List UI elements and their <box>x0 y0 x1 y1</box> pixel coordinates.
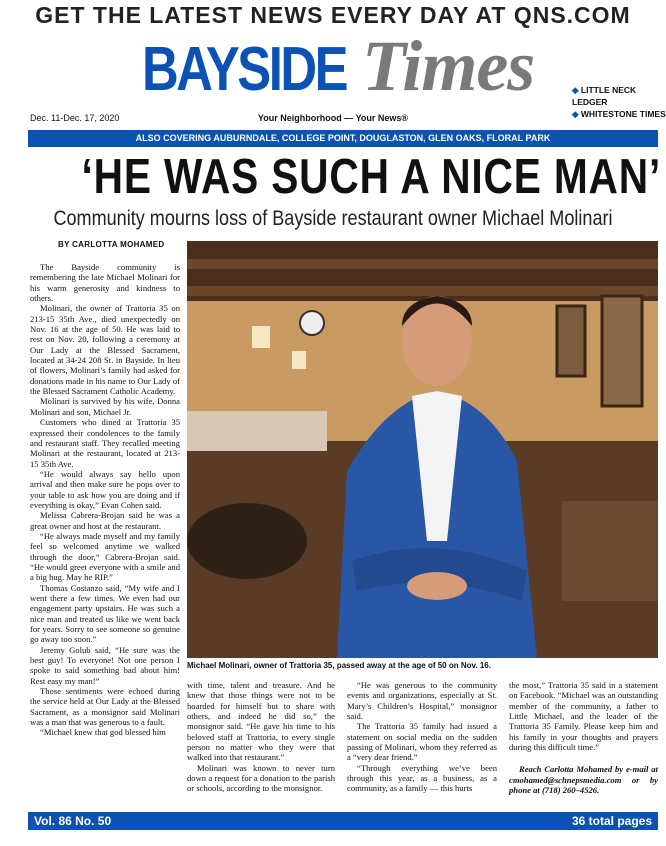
top-banner[interactable]: GET THE LATEST NEWS EVERY DAY AT QNS.COM <box>35 2 631 28</box>
paragraph: Those sentiments were echoed during the service held at Our Lady at the Blessed Sacrament, as a monsignor said Molinari was a man that was generous to a fault. <box>30 686 180 728</box>
logo-times: Times <box>362 26 535 106</box>
footer-bar <box>28 812 658 830</box>
sister-pub-item: ◆ WHITESTONE TIMES <box>572 109 666 119</box>
paragraph: with time, talent and treasure. And he knew that those things were not to be hoarded for himself but to share with others, and indeed he did so,” the monsignor said. “He gave his time to his beloved staff at Trattoria, to every single person no matter who they were that walked into that restaurant.” <box>187 680 335 763</box>
tagline: Your Neighborhood — Your News® <box>257 113 409 123</box>
byline: BY CARLOTTA MOHAMED <box>58 240 165 249</box>
issue-date: Dec. 11-Dec. 17, 2020 <box>30 113 120 123</box>
logo-bayside: BAYSIDE <box>142 35 347 104</box>
paragraph: “He was generous to the community events and organizations, especially at St. Mary’s Children’s Hospital,” monsignor said. <box>347 680 497 722</box>
paragraph: the most,” Trattoria 35 said in a statement on Facebook. “Michael was an outstanding member of the community, a father to Little Michael, and the leader of the Trattoria 35 Family. Please keep him and his family in your thoughts and prayers during this difficult time.” <box>509 680 658 753</box>
bullet-icon: ◆ <box>572 85 581 95</box>
paragraph: The Bayside community is remembering the late Michael Molinari for his warm generosity and kindness to others. <box>30 262 180 304</box>
article-column-2 <box>187 680 335 794</box>
paragraph: “Through everything we’ve been through this year, as a business, as a community, as a family — this hurts <box>347 762 497 794</box>
paragraph: Molinari, the owner of Trattoria 35 on 213-15 35th Ave., died unexpectedly on Nov. 16 at the age of 50. He was laid to rest on Nov. 20, following a ceremony at Our Lady at the Blessed Sacrament, located at 34-24 208 St. in Bayside. In lieu of flowers, Molinari’s family had asked for donations made in his name to Our Lady of the Blessed Sacrament Catholic Academy. <box>30 303 180 397</box>
subheadline: Community mourns loss of Bayside restaurant owner Michael Molinari <box>53 207 613 230</box>
paragraph: Molinari is survived by his wife, Donna Molinari and son, Michael Jr. <box>30 396 180 417</box>
paragraph: “Michael knew that god blessed him <box>40 727 166 738</box>
photo-caption: Michael Molinari, owner of Trattoria 35, passed away at the age of 50 on Nov. 16. <box>187 661 491 670</box>
bullet-icon: ◆ <box>572 109 581 119</box>
paragraph: Jeremy Golub said, “He sure was the best guy! To everyone! Not one person I spoke to said something bad about him! Rest easy my man!” <box>30 644 180 686</box>
paragraph: Thomas Costanzo said, “My wife and I went there a few times. We even had our engagement party upstairs. He was such a nice man and treated us like we went back for years. Sorry to see someone so genuine go away too soon.” <box>30 582 180 645</box>
paragraph: The Trattoria 35 family had issued a statement on social media on the sudden passing of Molinari, whom they referred as a “very dear friend.” <box>347 721 497 763</box>
page-count: 36 total pages <box>571 814 652 828</box>
paragraph: Melissa Cabrera-Brojan said he was a great owner and host at the restaurant. <box>30 510 180 531</box>
photo-illustration <box>187 241 658 658</box>
article-photo <box>187 241 658 658</box>
article-column-1 <box>30 262 180 738</box>
coverage-bar: ALSO COVERING AUBURNDALE, COLLEGE POINT, DOUGLASTON, GLEN OAKS, FLORAL PARK <box>28 130 658 147</box>
paragraph: “He always made myself and my family feel so welcomed anytime we walked through the door,” Cabrera-Brojan said. “He would greet everyone with a smile and a big hug. May he RIP.” <box>30 530 180 583</box>
author-contact: Reach Carlotta Mohamed by e-mail at cmohamed@schnepsmedia.com or by phone at (718) 260–4526. <box>509 764 658 796</box>
sister-pub-item: ◆ LITTLE NECK LEDGER <box>572 85 637 107</box>
article-column-3 <box>347 680 497 794</box>
paragraph: Molinari was known to never turn down a request for a donation to the parish or schools, according to the monsignor. <box>187 762 335 794</box>
article-column-4 <box>509 680 658 795</box>
headline: ‘HE WAS SUCH A NICE MAN’ <box>81 150 662 204</box>
volume-number: Vol. 86 No. 50 <box>34 814 112 828</box>
paragraph: “He would always say hello upon arrival and then make sure he pops over to your table to ask how you are doing and if everything is okay,” Evan Cohen said. <box>30 468 180 510</box>
paragraph: Customers who dined at Trattoria 35 expressed their condolences to the family and restaurant staff. They recalled meeting Molinari at the restaurant, located at 213-15 35th Ave. <box>30 417 180 469</box>
